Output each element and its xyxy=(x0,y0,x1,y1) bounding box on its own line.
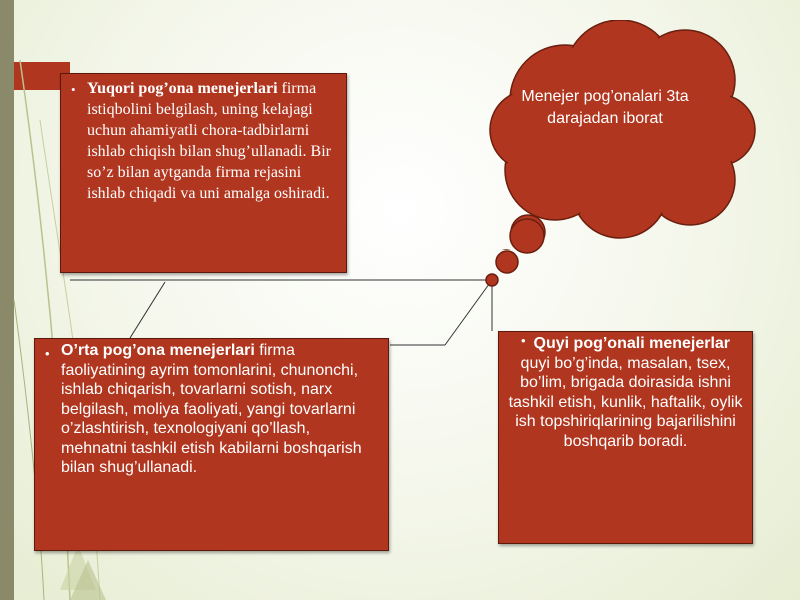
middle-box-body: firma faoliyatining ayrim tomonlarini, chunonchi, ishlab chiqarish, tovarlarni sotish, narx belgilash, moliya faoliyati, yangi tovarlarni o’zlashtirish, texnologiyani qo’llash, mehnatni tashkil etish kabilarni boshqarish bilan shug’ullanadi. xyxy=(61,342,362,476)
bullet: • xyxy=(520,333,526,348)
right-box-title: Quyi pog’onali menejerlar xyxy=(533,335,731,352)
right-box-body: quyi bo’g’inda, masalan, tsex, bo’lim, brigada doirasida ishni tashkil etish, kunlik, haftalik, oylik ish topshiriqlarining bajarilishini boshqarib boradi. xyxy=(508,354,743,450)
top-box-title: Yuqori pog’ona menejerlari xyxy=(87,80,278,97)
middle-level-managers-box xyxy=(34,338,389,551)
bullet: • xyxy=(71,82,76,97)
top-level-managers-box xyxy=(60,73,347,273)
bullet: • xyxy=(45,346,50,361)
lower-level-managers-box xyxy=(498,331,753,544)
middle-box-title: O’rta pog’ona menejerlari xyxy=(61,342,255,359)
cloud-text: Menejer pog’onalari 3ta darajadan iborat xyxy=(521,88,689,127)
top-box-body: firma istiqbolini belgilash, uning kelajagi uchun ahamiyatli chora-tadbirlarni ishlab chiqish bilan shug’ullanadi. Bir so’z bilan aytganda firma rejasini ishlab chiqadi va uni amalga oshiradi. xyxy=(87,80,331,202)
